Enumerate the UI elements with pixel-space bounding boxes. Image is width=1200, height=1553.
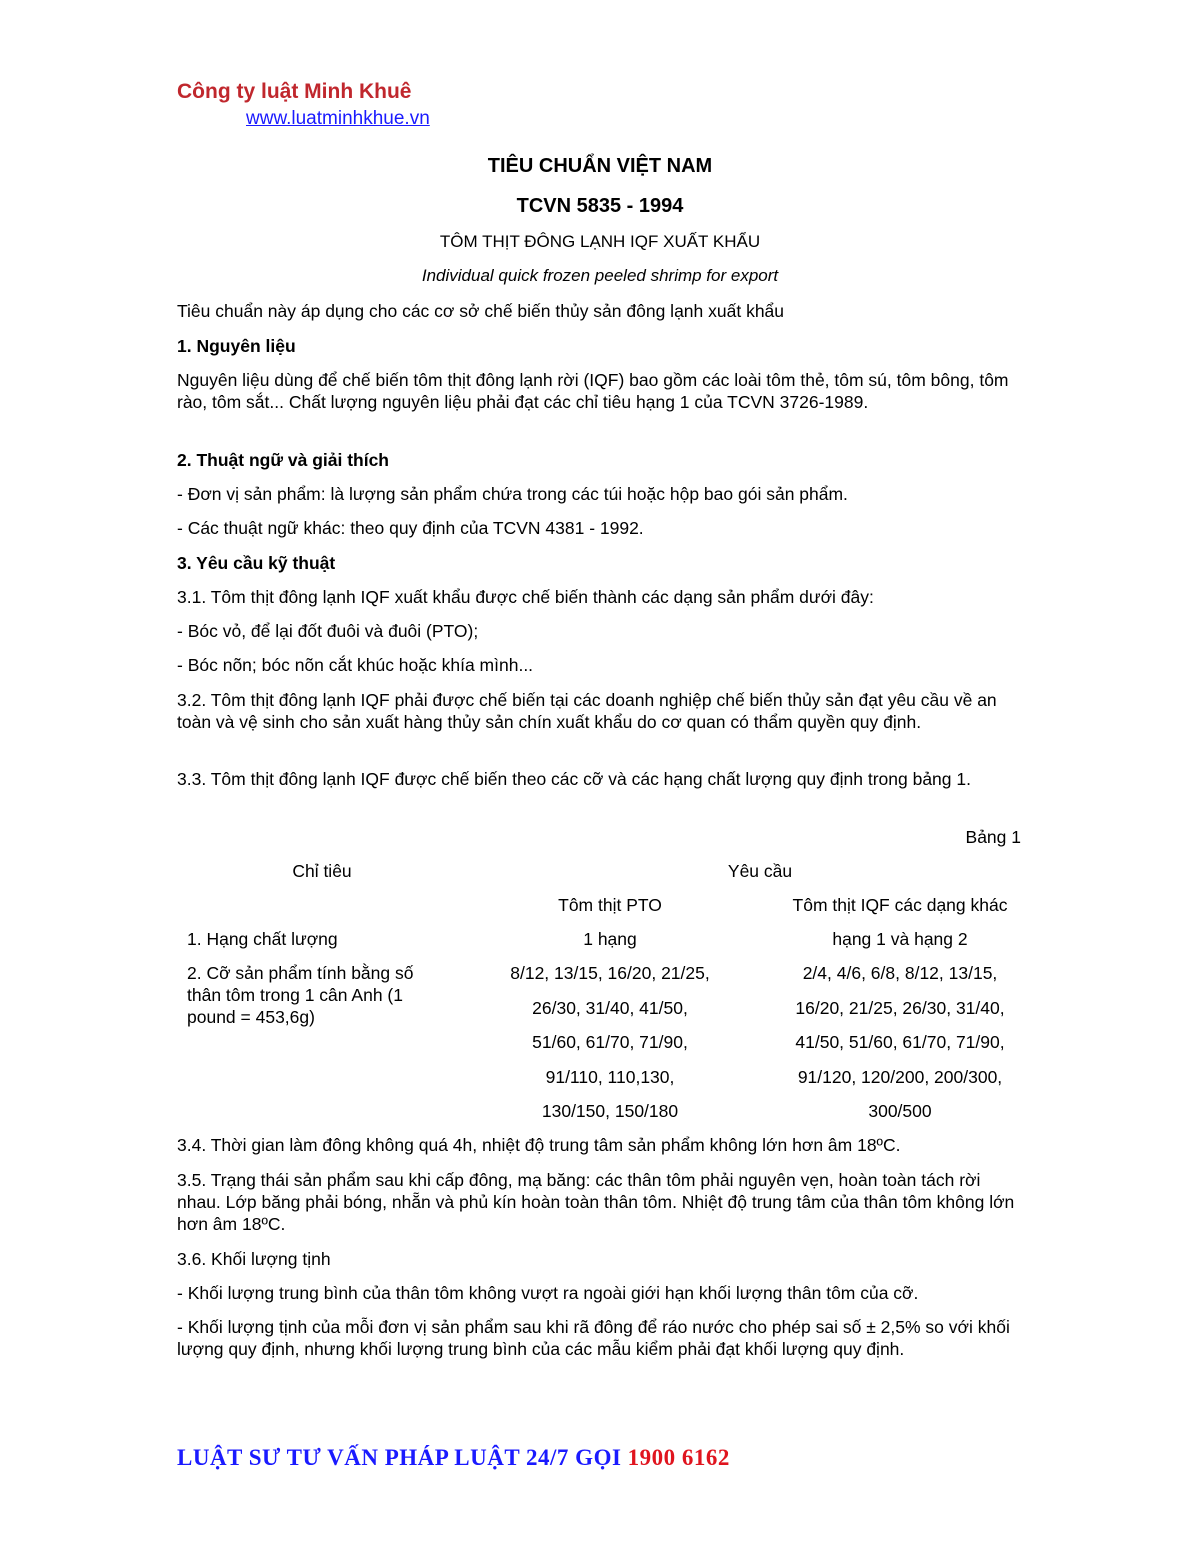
iqf-size-line: 16/20, 21/25, 26/30, 31/40, bbox=[795, 997, 1005, 1018]
table-header-requirement: Yêu cầu bbox=[727, 861, 793, 881]
iqf-size-line: 300/500 bbox=[868, 1101, 932, 1121]
section-3-1: 3.1. Tôm thịt đông lạnh IQF xuất khẩu được chế biến thành các dạng sản phẩm dưới đây: bbox=[177, 587, 874, 607]
pto-size-line: 91/110, 110,130, bbox=[545, 1066, 675, 1087]
table-row-1-label: 1. Hạng chất lượng bbox=[187, 929, 338, 949]
section-3-1-item-a: - Bóc vỏ, để lại đốt đuôi và đuôi (PTO); bbox=[177, 621, 479, 641]
section-1-text: Nguyên liệu dùng để chế biến tôm thịt đông lạnh rời (IQF) bao gồm các loài tôm thẻ, tôm sú, tôm bông, tôm rào, tôm sắt... Chất lượng nguyên liệu phải đạt các chỉ tiêu hạng 1 của TCVN 3726-1989. bbox=[177, 370, 1009, 412]
company-name: Công ty luật Minh Khuê bbox=[177, 80, 412, 103]
doc-title-code: TCVN 5835 - 1994 bbox=[516, 195, 684, 217]
section-3-3: 3.3. Tôm thịt đông lạnh IQF được chế biến theo các cỡ và các hạng chất lượng quy định trong bảng 1. bbox=[177, 769, 971, 789]
doc-title-vi: TÔM THỊT ĐÔNG LẠNH IQF XUẤT KHẨU bbox=[439, 232, 761, 251]
section-3-6-item-b: - Khối lượng tịnh của mỗi đơn vị sản phẩm sau khi rã đông để ráo nước cho phép sai số ± 2,5% so với khối lượng quy định, nhưng khối lượng trung bình của các mẫu kiểm phải đạt khối lượng quy định. bbox=[177, 1317, 1010, 1359]
iqf-size-line: 91/120, 120/200, 200/300, bbox=[797, 1066, 1003, 1087]
section-2-para-2: - Các thuật ngữ khác: theo quy định của TCVN 4381 - 1992. bbox=[177, 518, 644, 538]
section-1-heading: 1. Nguyên liệu bbox=[177, 336, 296, 356]
pto-size-line: 26/30, 31/40, 41/50, bbox=[532, 997, 688, 1018]
table-header-pto: Tôm thịt PTO bbox=[558, 895, 662, 915]
section-3-heading: 3. Yêu cầu kỹ thuật bbox=[177, 553, 336, 573]
section-3-6-item-a: - Khối lượng trung bình của thân tôm không vượt ra ngoài giới hạn khối lượng thân tôm của cỡ. bbox=[177, 1283, 919, 1303]
table-row-1-pto: 1 hạng bbox=[583, 929, 637, 949]
pto-size-line: 8/12, 13/15, 16/20, 21/25, bbox=[510, 963, 710, 983]
table-header-criteria: Chỉ tiêu bbox=[292, 861, 352, 881]
section-3-6: 3.6. Khối lượng tịnh bbox=[177, 1249, 331, 1269]
table-row-1-iqf: hạng 1 và hạng 2 bbox=[832, 929, 968, 949]
pto-size-line: 130/150, 150/180 bbox=[541, 1101, 679, 1121]
section-3-2: 3.2. Tôm thịt đông lạnh IQF phải được chế biến tại các doanh nghiệp chế biến thủy sản đạt yêu cầu về an toàn và vệ sinh cho sản xuất hàng thủy sản chín xuất khẩu do cơ quan có thẩm quyền quy định. bbox=[177, 690, 997, 732]
section-3-5: 3.5. Trạng thái sản phẩm sau khi cấp đông, mạ băng: các thân tôm phải nguyên vẹn, hoàn toàn tách rời nhau. Lớp băng phải bóng, nhẵn và phủ kín hoàn toàn thân tôm. Nhiệt độ trung tâm của thân tôm không lớn hơn âm 18ºC. bbox=[177, 1170, 1015, 1234]
table-row-2-pto bbox=[480, 962, 740, 1135]
doc-title-standard: TIÊU CHUẨN VIỆT NAM bbox=[487, 155, 713, 177]
section-3-4: 3.4. Thời gian làm đông không quá 4h, nhiệt độ trung tâm sản phẩm không lớn hơn âm 18ºC. bbox=[177, 1135, 901, 1155]
intro-paragraph: Tiêu chuẩn này áp dụng cho các cơ sở chế biến thủy sản đông lạnh xuất khẩu bbox=[177, 301, 785, 321]
table-header-iqf: Tôm thịt IQF các dạng khác bbox=[792, 895, 1008, 915]
table-row-2-label: 2. Cỡ sản phẩm tính bằng số thân tôm trong 1 cân Anh (1 pound = 453,6g) bbox=[187, 963, 414, 1027]
section-2-heading: 2. Thuật ngữ và giải thích bbox=[177, 450, 389, 470]
footer-phone[interactable]: 1900 6162 bbox=[627, 1445, 730, 1470]
table-row-2-iqf bbox=[760, 962, 1040, 1135]
section-2-para-1: - Đơn vị sản phẩm: là lượng sản phẩm chứa trong các túi hoặc hộp bao gói sản phẩm. bbox=[177, 484, 848, 504]
section-3-1-item-b: - Bóc nõn; bóc nõn cắt khúc hoặc khía mình... bbox=[177, 655, 534, 675]
doc-title-en: Individual quick frozen peeled shrimp for export bbox=[421, 266, 779, 285]
iqf-size-line: 41/50, 51/60, 61/70, 71/90, bbox=[795, 1032, 1005, 1052]
footer-text: LUẬT SƯ TƯ VẤN PHÁP LUẬT 24/7 GỌI bbox=[177, 1445, 622, 1470]
pto-size-line: 51/60, 61/70, 71/90, bbox=[532, 1032, 688, 1052]
iqf-size-line: 2/4, 4/6, 6/8, 8/12, 13/15, bbox=[802, 963, 998, 983]
website-link[interactable]: www.luatminhkhue.vn bbox=[246, 108, 430, 129]
footer-banner bbox=[177, 1445, 730, 1471]
table-caption: Bảng 1 bbox=[965, 827, 1021, 847]
